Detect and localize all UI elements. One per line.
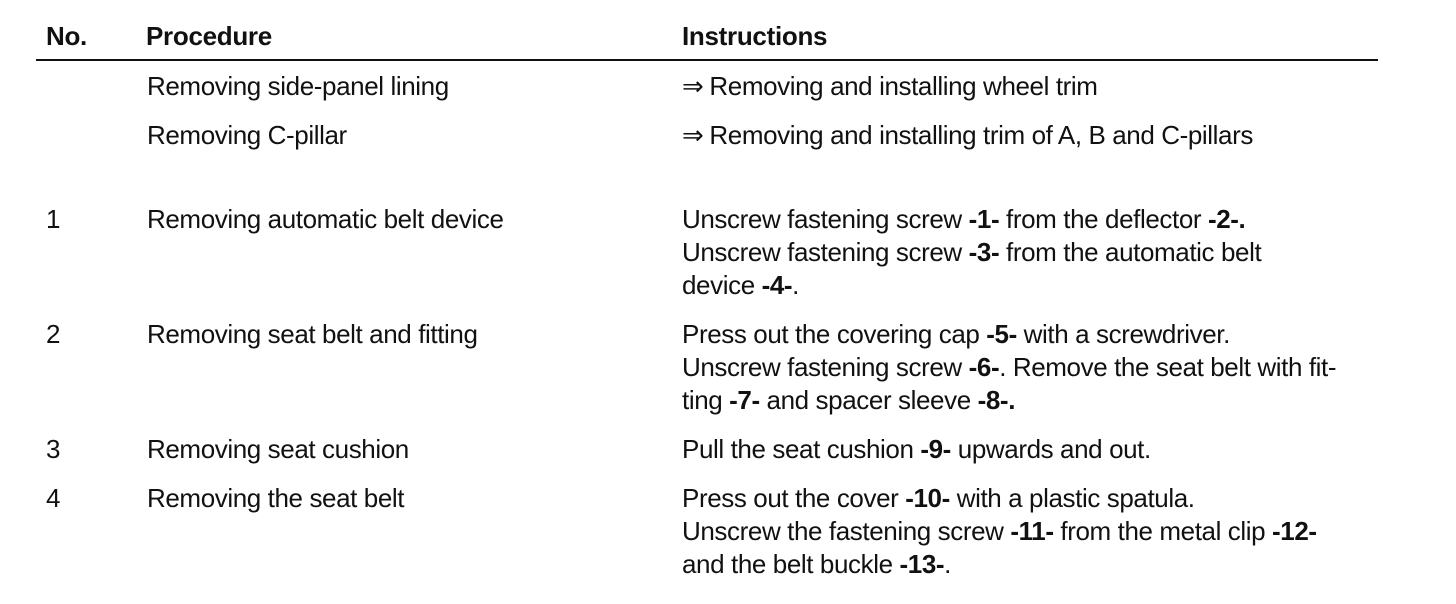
part-ref: -5- xyxy=(986,319,1017,349)
step-number: 3 xyxy=(46,434,61,464)
instruction-line: ting -7- and spacer sleeve -8-. xyxy=(682,385,1016,415)
instruction-line: Press out the covering cap -5- with a screwdriver. xyxy=(682,319,1230,349)
step-number: 2 xyxy=(46,319,61,349)
part-ref: -11- xyxy=(1010,516,1054,546)
step-number: 4 xyxy=(46,483,61,513)
instruction-line: and the belt buckle -13-. xyxy=(682,549,951,579)
procedure-table xyxy=(36,0,1378,604)
part-ref: -12- xyxy=(1272,516,1317,546)
cross-reference-link[interactable]: Removing and installing trim of A, B and C-pillars xyxy=(709,120,1253,150)
column-header-procedure: Procedure xyxy=(146,21,272,51)
procedure-text: Removing automatic belt device xyxy=(147,204,504,234)
part-ref: -9- xyxy=(920,434,951,464)
procedure-text: Removing seat belt and fitting xyxy=(147,319,478,349)
instruction-line: Unscrew fastening screw -1- from the deflector -2-. xyxy=(682,204,1246,234)
part-ref: -10- xyxy=(905,483,950,513)
part-ref: -7- xyxy=(729,385,760,415)
procedure-text: Removing side-panel lining xyxy=(147,71,449,101)
instruction-line: Press out the cover -10- with a plastic spatula. xyxy=(682,483,1195,513)
instruction-line: Unscrew fastening screw -3- from the automatic belt xyxy=(682,237,1262,267)
column-header-no: No. xyxy=(46,21,87,51)
procedure-text: Removing seat cushion xyxy=(147,434,409,464)
part-ref: -13- xyxy=(899,549,945,579)
instruction-line: Pull the seat cushion -9- upwards and out. xyxy=(682,434,1151,464)
column-header-instructions: Instructions xyxy=(682,21,828,51)
instruction-text xyxy=(682,482,1317,581)
arrow-right-icon: ⇒ xyxy=(682,71,704,101)
part-ref: -6- xyxy=(968,352,1000,382)
instruction-text xyxy=(682,318,1336,417)
instruction-text xyxy=(682,119,1253,152)
part-ref: -8- xyxy=(977,385,1009,415)
procedure-text: Removing the seat belt xyxy=(147,483,405,513)
header-divider xyxy=(36,59,1378,61)
arrow-right-icon: ⇒ xyxy=(682,120,704,150)
instruction-text xyxy=(682,203,1261,302)
instruction-line: device -4-. xyxy=(682,270,799,300)
instruction-line: Unscrew the fastening screw -11- from the metal clip -12- xyxy=(682,516,1317,546)
instruction-text xyxy=(682,70,1098,103)
part-ref: -2- xyxy=(1207,204,1239,234)
cross-reference-link[interactable]: Removing and installing wheel trim xyxy=(709,71,1098,101)
part-ref: -4- xyxy=(761,270,793,300)
procedure-text: Removing C-pillar xyxy=(147,120,347,150)
part-ref: -3- xyxy=(968,237,1000,267)
step-number: 1 xyxy=(46,204,61,234)
part-ref: -1- xyxy=(968,204,1000,234)
instruction-line: Unscrew fastening screw -6-. Remove the seat belt with fit- xyxy=(682,352,1337,382)
instruction-text xyxy=(682,433,1151,466)
